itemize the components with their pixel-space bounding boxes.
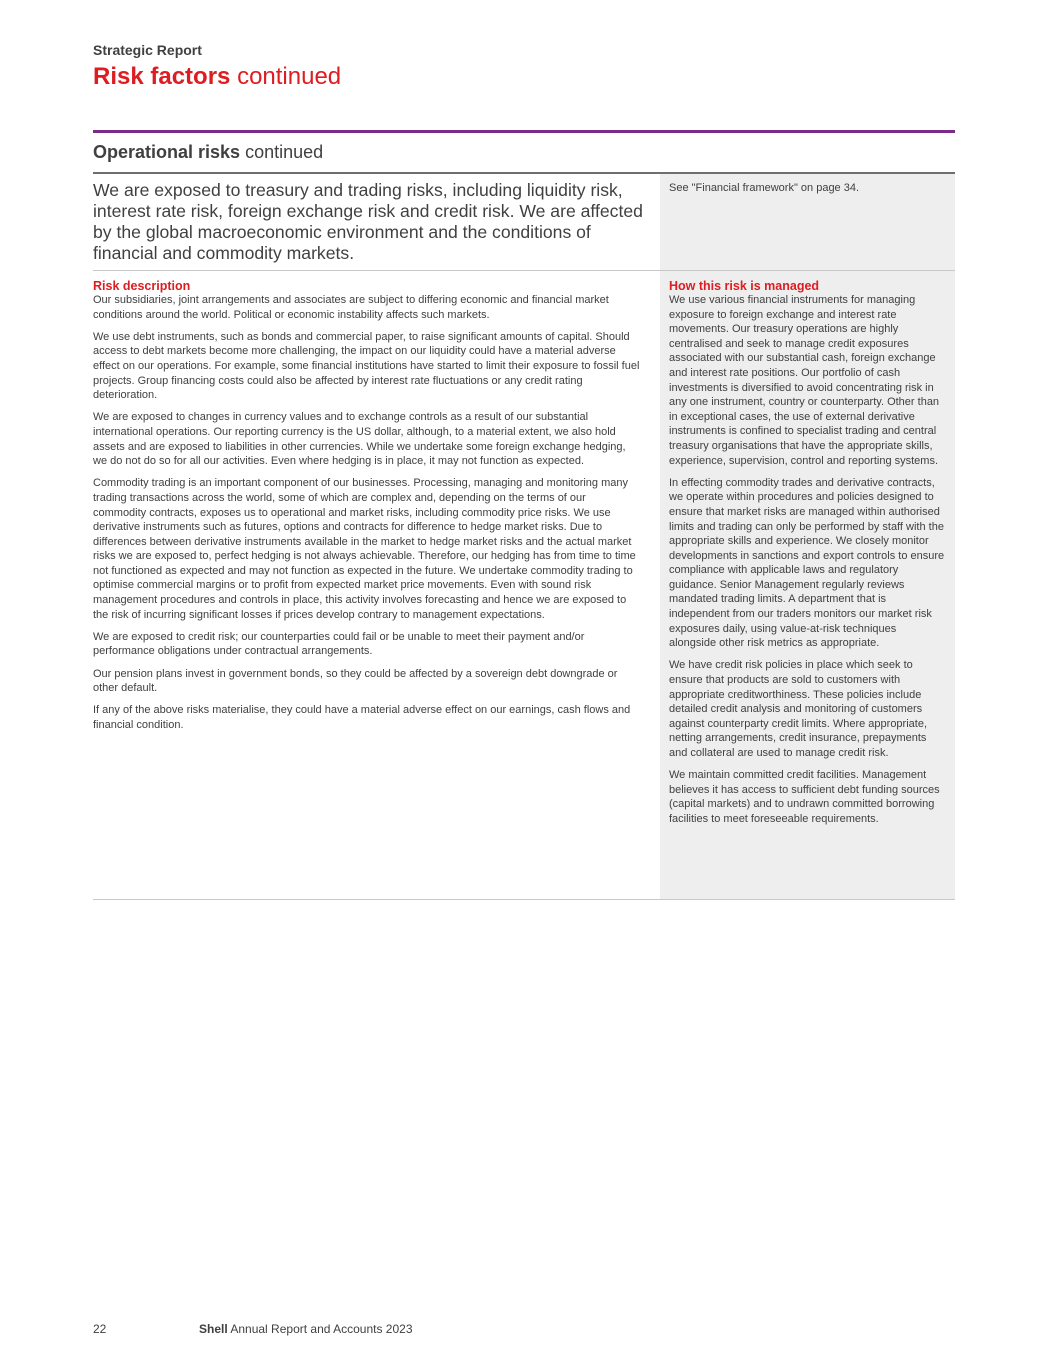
risk-description-paragraph: If any of the above risks materialise, they could have a material adverse effect on our earnings, cash flows and financial condition. (93, 704, 631, 731)
section-subheading (93, 142, 323, 163)
row-divider (93, 270, 955, 271)
section-label: Strategic Report (93, 42, 202, 58)
page-number: 22 (93, 1322, 107, 1336)
risk-managed-heading: How this risk is managed (669, 279, 820, 293)
table-bottom-divider (93, 899, 955, 900)
risk-managed-paragraph: We maintain committed credit facilities. Management believes it has access to sufficient debt funding sources (capital markets) and to undrawn committed borrowing facilities to meet foreseeable requirements. (669, 769, 940, 825)
risk-managed-paragraph: We have credit risk policies in place which seek to ensure that products are sold to customers with appropriate creditworthiness. These policies include detailed credit analysis and monitoring of customers against counterparty credit limits. Where appropriate, netting arrangements, credit insurance, prepayments and collateral are used to manage credit risk. (669, 659, 928, 759)
risk-managed-paragraph: In effecting commodity trades and derivative contracts, we operate within procedures and policies designed to ensure that market risks are managed within authorised limits and trading can only be performed by staff with the appropriate skills and experience. We closely monitor developments in sanctions and export controls to ensure compliance with applicable laws and regulatory guidance. Senior Management regularly reviews mandated trading limits. A department that is independent from our traders monitors our market risk exposures daily, using value-at-risk techniques alongside other risk metrics as appropriate. (669, 476, 945, 650)
risk-description-paragraph: We use debt instruments, such as bonds and commercial paper, to raise significant amounts of capital. Should access to debt markets become more challenging, the impact on our liquidity could have a material adverse effect on our operations. For example, some financial institutions have started to limit their exposure to fossil fuel projects. Group financing costs could also be affected by interest rate fluctuations or any credit rating deterioration. (93, 330, 640, 402)
risk-description-paragraph: Commodity trading is an important component of our businesses. Processing, managing and monitoring many trading transactions across the world, some of which are complex and, depending on the terms of our commodity contracts, exposes us to operational and market risks, including commodity price risks. We use derivative instruments such as futures, options and contracts for difference to hedge market risks. Due to differences between derivative instruments available in the market to hedge market risks and the actual market risks we are exposed to, perfect hedging is not always achievable. Therefore, our hedging has from time to time not functioned as expected and may not function as expected in the future. We undertake commodity trading to optimise commercial margins or to profit from expected market price movements. Even with sound risk management procedures and controls in place, this activity involves forecasting and hence we are exposed to the risk of incurring significant losses if prices develop contrary to management expectations. (93, 477, 636, 621)
risk-description-column (93, 279, 641, 740)
subheading-main: Operational risks (93, 142, 241, 162)
page-title-main: Risk factors (93, 63, 231, 90)
risk-headline: We are exposed to treasury and trading risks, including liquidity risk, interest rate risk, foreign exchange risk and credit risk. We are affected by the global macroeconomic environment and the conditions of financial and commodity markets. (93, 180, 643, 263)
footer-report-name: Annual Report and Accounts 2023 (230, 1322, 413, 1336)
risk-description-paragraph: Our pension plans invest in government bonds, so they could be affected by a sovereign debt downgrade or other default. (93, 667, 618, 695)
purple-divider (93, 130, 955, 133)
risk-description-paragraph: We are exposed to credit risk; our counterparties could fail or be unable to meet their payment and/or performance obligations under contractual arrangements. (93, 630, 585, 658)
risk-description-paragraph: We are exposed to changes in currency values and to exchange controls as a result of our substantial international operations. Our reporting currency is the US dollar, although, to a material extent, we also hold assets and are exposed to liabilities in other currencies. While we undertake some foreign exchange hedging, we do not do so for all our activities. Even where hedging is in place, it may not function as expected. (93, 411, 626, 468)
footer-report-title (199, 1322, 413, 1336)
risk-description-heading: Risk description (93, 279, 191, 293)
risk-managed-paragraph: We use various financial instruments for managing exposure to foreign exchange and interest rate movements. Our treasury operations are highly centralised and seek to manage credit exposures associated with our substantial cash, foreign exchange and interest rate positions. Our portfolio of cash investments is diversified to avoid concentrating risk in any one instrument, country or counterparty. Other than in exceptional cases, the use of external derivative instruments is confined to specialist trading and central treasury organisations that have the appropriate skills, experience, supervision, control and reporting systems. (669, 294, 940, 467)
see-reference: See "Financial framework" on page 34. (669, 182, 860, 194)
risk-description-paragraph: Our subsidiaries, joint arrangements and associates are subject to differing economic and financial market conditions around the world. Political or economic instability affects such markets. (93, 294, 609, 321)
risk-managed-column (669, 279, 945, 834)
footer-brand-name: Shell (199, 1322, 228, 1336)
subheading-suffix: continued (245, 142, 324, 162)
page-title (93, 63, 341, 91)
page-title-suffix: continued (237, 63, 342, 90)
